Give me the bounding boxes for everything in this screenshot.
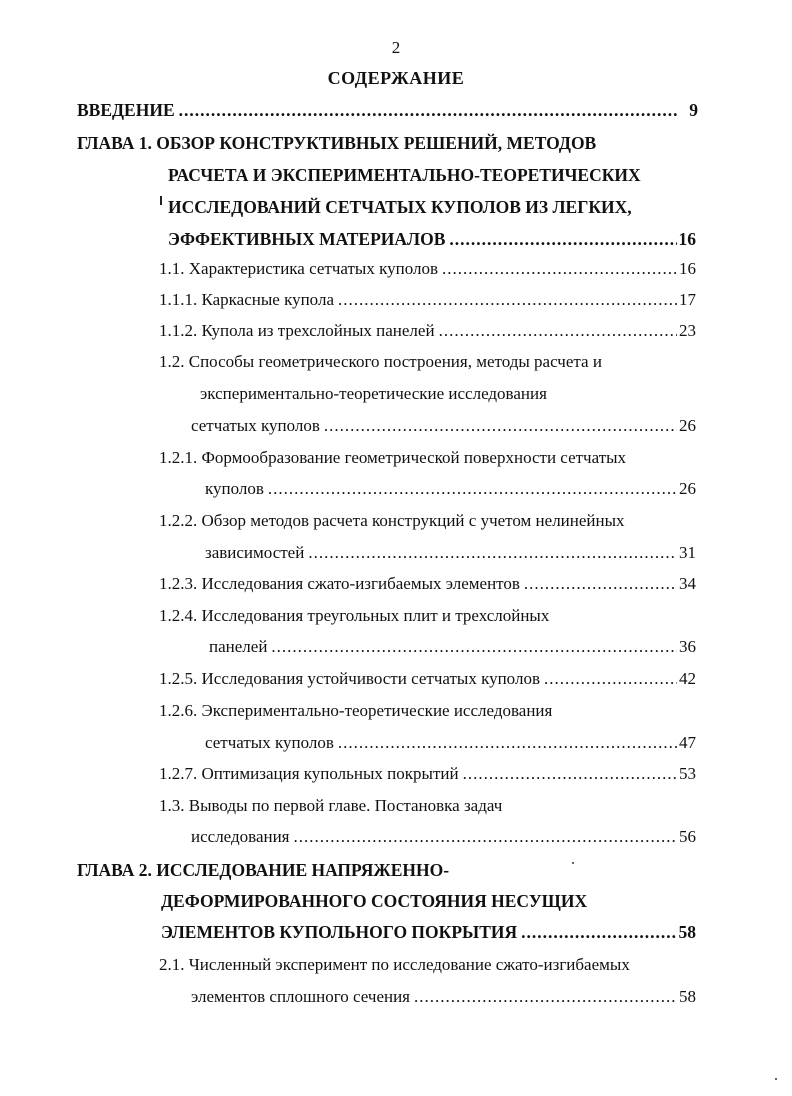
toc-entry-1-2-line-1[interactable]: 1.2. Способы геометрического построения, методы расчета и — [159, 352, 602, 371]
leader-dots — [521, 920, 676, 944]
scan-speck — [572, 862, 574, 864]
toc-page-number: 26 — [679, 479, 696, 498]
leader-dots — [308, 541, 677, 565]
leader-dots — [524, 572, 677, 596]
toc-page-number: 42 — [679, 669, 696, 688]
toc-entry-1-3-line-1[interactable]: 1.3. Выводы по первой главе. Постановка задач — [159, 796, 503, 815]
toc-page-number: 16 — [678, 229, 696, 249]
toc-page-number: 17 — [679, 290, 696, 309]
toc-page-number: 31 — [679, 543, 696, 562]
toc-entry-1-1[interactable]: 1.1. Характеристика сетчатых куполов ..... 16 — [159, 257, 696, 281]
toc-page-number: 16 — [679, 259, 696, 278]
toc-chapter-2-line-2[interactable]: ДЕФОРМИРОВАННОГО СОСТОЯНИЯ НЕСУЩИХ — [161, 891, 588, 911]
toc-entry-1-2-line-3[interactable]: сетчатых куполов ..... 26 — [191, 414, 696, 438]
toc-chapter-1-line-1[interactable]: ГЛАВА 1. ОБЗОР КОНСТРУКТИВНЫХ РЕШЕНИЙ, МЕТОДОВ — [77, 133, 597, 153]
toc-page-number: 23 — [679, 321, 696, 340]
toc-chapter-1-line-3[interactable]: ИССЛЕДОВАНИЙ СЕТЧАТЫХ КУПОЛОВ ИЗ ЛЕГКИХ, — [168, 197, 632, 217]
toc-page-number: 58 — [679, 987, 696, 1006]
toc-entry-1-2-1-line-2[interactable]: куполов ..... 26 — [205, 477, 696, 501]
toc-chapter-1-line-2[interactable]: РАСЧЕТА И ЭКСПЕРИМЕНТАЛЬНО-ТЕОРЕТИЧЕСКИХ — [168, 165, 641, 185]
toc-entry-1-2-2-line-1[interactable]: 1.2.2. Обзор методов расчета конструкций с учетом нелинейных — [159, 511, 625, 530]
scan-artifact — [160, 196, 162, 205]
toc-entry-1-2-4-line-2[interactable]: панелей ..... 36 — [209, 635, 696, 659]
toc-entry-2-1-line-1[interactable]: 2.1. Численный эксперимент по исследование сжато-изгибаемых — [159, 955, 630, 974]
leader-dots — [271, 635, 677, 659]
toc-entry-1-2-1-line-1[interactable]: 1.2.1. Формообразование геометрической поверхности сетчатых — [159, 448, 627, 467]
toc-entry-intro[interactable] — [77, 98, 698, 122]
leader-dots — [439, 319, 677, 343]
toc-page-number: 53 — [679, 764, 696, 783]
toc-entry-1-1-2[interactable]: 1.1.2. Купола из трехслойных панелей ..... 23 — [159, 319, 696, 343]
toc-entry-1-2-2-line-2[interactable]: зависимостей ..... 31 — [205, 541, 696, 565]
toc-entry-1-2-5[interactable]: 1.2.5. Исследования устойчивости сетчатых куполов ..... 42 — [159, 667, 696, 691]
toc-entry-1-2-line-2[interactable]: экспериментально-теоретические исследования — [200, 384, 547, 403]
toc-page-number: 9 — [689, 100, 698, 120]
leader-dots — [338, 731, 677, 755]
toc-page-number: 26 — [679, 416, 696, 435]
toc-page-number: 58 — [678, 922, 696, 942]
toc-entry-1-2-6-line-1[interactable]: 1.2.6. Экспериментально-теоретические исследования — [159, 701, 553, 720]
leader-dots — [179, 98, 680, 122]
leader-dots — [268, 477, 677, 501]
toc-chapter-1-line-4[interactable]: ЭФФЕКТИВНЫХ МАТЕРИАЛОВ ..... 16 — [168, 227, 696, 251]
toc-entry-1-2-4-line-1[interactable]: 1.2.4. Исследования треугольных плит и трехслойных — [159, 606, 550, 625]
toc-title: СОДЕРЖАНИЕ — [327, 68, 465, 88]
toc-entry-1-2-7[interactable]: 1.2.7. Оптимизация купольных покрытий ..... 53 — [159, 762, 696, 786]
toc-entry-1-1-1[interactable]: 1.1.1. Каркасные купола ..... 17 — [159, 288, 696, 312]
leader-dots — [463, 762, 677, 786]
toc-chapter-2-line-3[interactable]: ЭЛЕМЕНТОВ КУПОЛЬНОГО ПОКРЫТИЯ ..... 58 — [161, 920, 696, 944]
scan-speck — [775, 1078, 777, 1080]
toc-page-number: 34 — [679, 574, 696, 593]
toc-entry-text: ВВЕДЕНИЕ — [77, 100, 175, 120]
toc-entry-2-1-line-2[interactable]: элементов сплошного сечения ..... 58 — [191, 985, 696, 1009]
toc-page-number: 56 — [679, 827, 696, 846]
toc-entry-1-2-6-line-2[interactable]: сетчатых куполов ..... 47 — [205, 731, 696, 755]
page-number: 2 — [391, 38, 401, 57]
leader-dots — [324, 414, 677, 438]
toc-page-number: 47 — [679, 733, 696, 752]
toc-entry-1-3-line-2[interactable]: исследования ..... 56 — [191, 825, 696, 849]
toc-chapter-2-line-1[interactable]: ГЛАВА 2. ИССЛЕДОВАНИЕ НАПРЯЖЕННО- — [77, 860, 450, 880]
leader-dots — [294, 825, 677, 849]
leader-dots — [544, 667, 677, 691]
leader-dots — [414, 985, 677, 1009]
leader-dots — [442, 257, 677, 281]
leader-dots — [449, 227, 676, 251]
leader-dots — [338, 288, 677, 312]
toc-entry-1-2-3[interactable]: 1.2.3. Исследования сжато-изгибаемых элементов ..... 34 — [159, 572, 696, 596]
toc-page-number: 36 — [679, 637, 696, 656]
